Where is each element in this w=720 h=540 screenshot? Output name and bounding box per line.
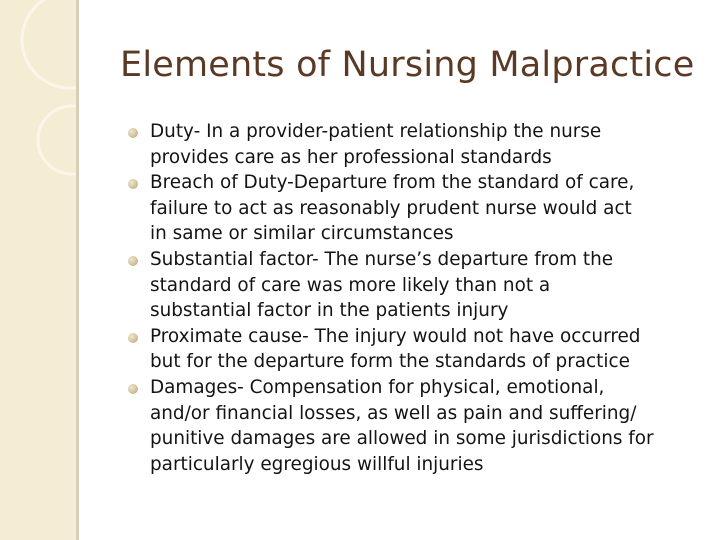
bullet-text-line: standard of care was more likely than not a xyxy=(150,274,551,296)
decorative-circle-small xyxy=(38,106,76,174)
bullet-icon xyxy=(128,384,138,394)
decorative-circle-large xyxy=(22,0,76,88)
bullet-item xyxy=(128,170,708,247)
bullet-text-line: Duty- In a provider-patient relationship the nurse xyxy=(150,121,602,142)
bullet-icon xyxy=(128,256,138,266)
bullet-text-line: Proximate cause- The injury would not have occurred xyxy=(150,325,641,347)
bullet-text-line: Substantial factor- The nurse’s departure from the xyxy=(150,248,614,270)
bullet-text-line: Damages- Compensation for physical, emotional, xyxy=(150,376,605,398)
bullet-text-line: provides care as her professional standards xyxy=(150,146,552,168)
band-divider xyxy=(76,0,79,540)
left-decorative-band xyxy=(0,0,76,540)
bullet-text-line: and/or financial losses, as well as pain and suffering/ xyxy=(150,402,637,424)
slide-title: Elements of Nursing Malpractice xyxy=(120,45,695,85)
bullet-text-line: particularly egregious willful injuries xyxy=(150,453,484,475)
bullet-list xyxy=(128,119,708,477)
decorative-circles xyxy=(0,0,76,540)
bullet-item xyxy=(128,375,708,477)
bullet-item xyxy=(128,119,708,170)
bullet-item xyxy=(128,247,708,324)
bullet-text-line: failure to act as reasonably prudent nurse would act xyxy=(150,197,632,219)
bullet-text-line: punitive damages are allowed in some jurisdictions for xyxy=(150,428,654,450)
bullet-text-line: in same or similar circumstances xyxy=(150,223,454,245)
bullet-icon xyxy=(128,179,138,189)
bullet-icon xyxy=(128,333,138,343)
bullet-icon xyxy=(128,128,138,138)
bullet-text-line: substantial factor in the patients injury xyxy=(150,300,509,322)
bullet-text-line: but for the departure form the standards of practice xyxy=(150,351,630,373)
bullet-text-line: Breach of Duty-Departure from the standard of care, xyxy=(150,172,635,194)
bullet-item xyxy=(128,324,708,375)
